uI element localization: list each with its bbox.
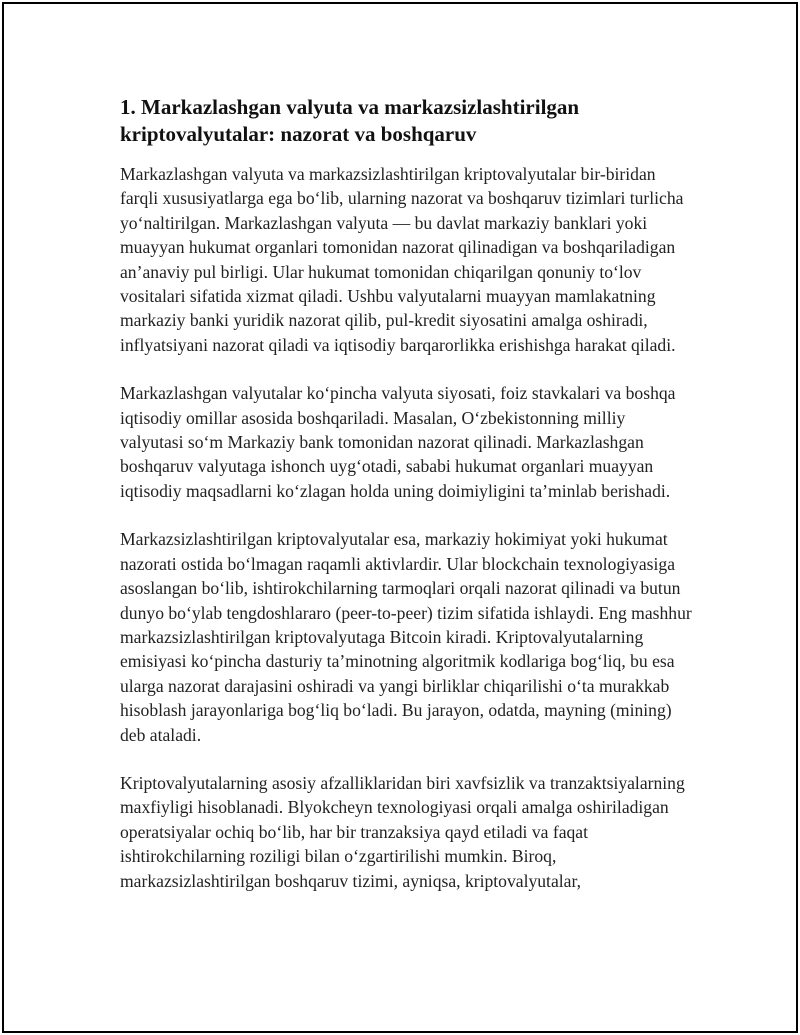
paragraph-centralized-management: Markazlashgan valyutalar ko‘pincha valyuta siyosati, foiz stavkalari va boshqa iqtisodiy omillar asosida boshqariladi. Masalan, O‘zbekistonning milliy valyutasi so‘m Markaziy bank tomonidan nazorat qilinadi. Markazlashgan boshqaruv valyutaga ishonch uyg‘otadi, sababi hukumat organlari muayyan iqtisodiy maqsadlarni ko‘zlagan holda uning doimiyligini ta’minlab berishadi. bbox=[120, 383, 676, 501]
paragraph-crypto-advantages: Kriptovalyutalarning asosiy afzalliklaridan biri xavfsizlik va tranzaktsiyalarning maxfiyligi hisoblanadi. Blyokcheyn texnologiyasi orqali amalga oshiriladigan operatsiyalar ochiq bo‘lib, har bir tranzaksiya qayd etiladi va faqat ishtirokchilarning roziligi bilan o‘zgartirilishi mumkin. Biroq, markazsizlashtirilgan boshqaruv tizimi, ayniqsa, kriptovalyutalar, bbox=[120, 772, 685, 891]
document-page bbox=[2, 2, 798, 1033]
paragraph-decentralized-crypto: Markazsizlashtirilgan kriptovalyutalar esa, markaziy hokimiyat yoki hukumat nazorati ostida bo‘lmagan raqamli aktivlardir. Ular blockchain texnologiyasiga asoslangan bo‘lib, ishtirokchilarning tarmoqlari orqali nazorat qilinadi va butun dunyo bo‘ylab tengdoshlararo (peer-to-peer) tizim sifatida ishlaydi. Eng mashhur markazsizlashtirilgan kriptovalyutaga Bitcoin kiradi. Kriptovalyutalarning emisiyasi ko‘pincha dasturiy ta’minotning algoritmik kodlariga bog‘liq, bu esa ularga nazorat darajasini oshiradi va yangi birliklar chiqarilishi o‘ta murakkab hisoblash jarayonlariga bog‘liq bo‘ladi. Bu jarayon, odatda, mayning (mining) deb ataladi. bbox=[120, 529, 692, 745]
section-heading: 1. Markazlashgan valyuta va markazsizlashtirilgan kriptovalyutalar: nazorat va boshqaruv bbox=[120, 95, 580, 146]
document-content bbox=[120, 94, 692, 917]
paragraph-centralized-currency: Markazlashgan valyuta va markazsizlashtirilgan kriptovalyutalar bir-biridan farqli xususiyatlarga ega bo‘lib, ularning nazorat va boshqaruv tizimlari turlicha yo‘naltirilgan. Markazlashgan valyuta — bu davlat markaziy banklari yoki muayyan hukumat organlari tomonidan nazorat qilinadigan va boshqariladigan an’anaviy pul birligi. Ular hukumat tomonidan chiqarilgan qonuniy to‘lov vositalari sifatida xizmat qiladi. Ushbu valyutalarni muayyan mamlakatning markaziy banki yuridik nazorat qilib, pul-kredit siyosatini amalga oshiradi, inflyatsiyani nazorat qiladi va iqtisodiy barqarorlikka erishishga harakat qiladi. bbox=[120, 164, 684, 355]
